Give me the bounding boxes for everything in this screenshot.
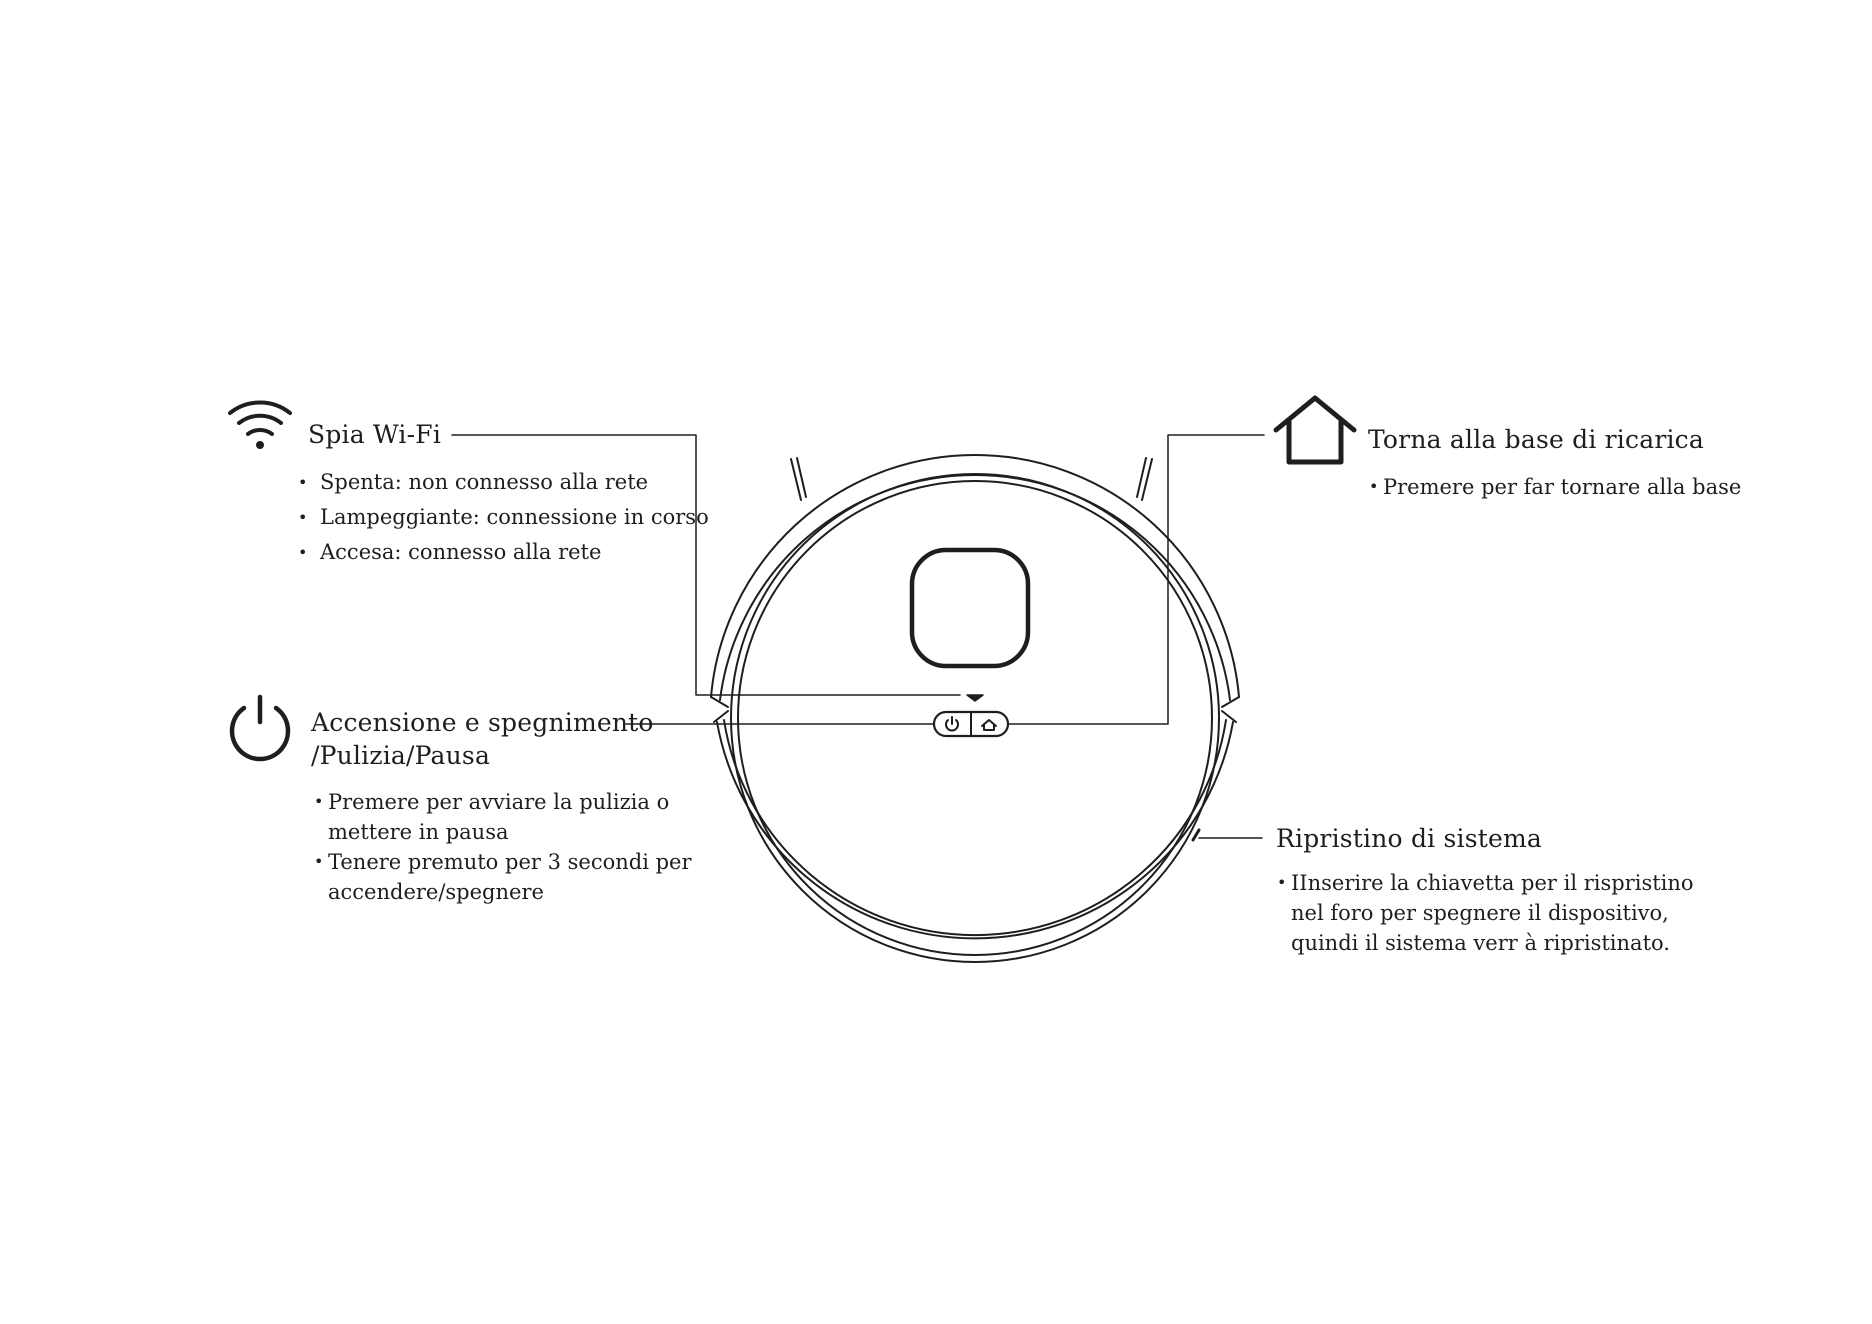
- reset-title: Ripristino di sistema: [1276, 824, 1542, 853]
- body-outer-ring: [717, 722, 1233, 938]
- wifi-icon: [230, 402, 290, 449]
- robot-vacuum: [711, 455, 1239, 962]
- reset-bullet-cont1: nel foro per spegnere il dispositivo,: [1291, 901, 1669, 925]
- power-bullets: [314, 787, 692, 907]
- power-bullet-2-cont: accendere/spegnere: [328, 880, 544, 904]
- home-icon: [1276, 398, 1354, 462]
- reset-bullets: [1277, 868, 1694, 958]
- home-bullets: [1369, 472, 1741, 502]
- power-bullet-1-cont: mettere in pausa: [328, 820, 509, 844]
- top-cover: [731, 474, 1219, 962]
- power-title-line1: Accensione e spegnimento: [311, 708, 654, 737]
- reset-bullet: • IInserire la chiavetta per il rispristino: [1277, 868, 1694, 898]
- home-bullet: • Premere per far tornare alla base: [1369, 472, 1741, 502]
- home-title: Torna alla base di ricarica: [1368, 425, 1704, 454]
- power-bullet-2: • Tenere premuto per 3 secondi per: [314, 847, 692, 877]
- wifi-bullets: [296, 465, 709, 570]
- front-bumper: [711, 455, 1239, 697]
- wifi-bullet-off: • Spenta: non connesso alla rete: [296, 465, 709, 500]
- power-button[interactable]: [946, 717, 958, 730]
- power-bullet-1: • Premere per avviare la pulizia o: [314, 787, 692, 817]
- wifi-bullet-on: • Accesa: connesso alla rete: [296, 535, 709, 570]
- reset-hole: [1193, 830, 1199, 840]
- home-button[interactable]: [982, 720, 996, 730]
- reset-bullet-cont2: quindi il sistema verr à ripristinato.: [1291, 931, 1670, 955]
- camera-module: [912, 550, 1028, 666]
- wifi-bullet-blinking: • Lampeggiante: connessione in corso: [296, 500, 709, 535]
- power-icon: [232, 697, 288, 759]
- wifi-indicator: [967, 695, 983, 701]
- power-title-line2: /Pulizia/Pausa: [311, 741, 491, 770]
- wifi-title: Spia Wi-Fi: [308, 420, 442, 449]
